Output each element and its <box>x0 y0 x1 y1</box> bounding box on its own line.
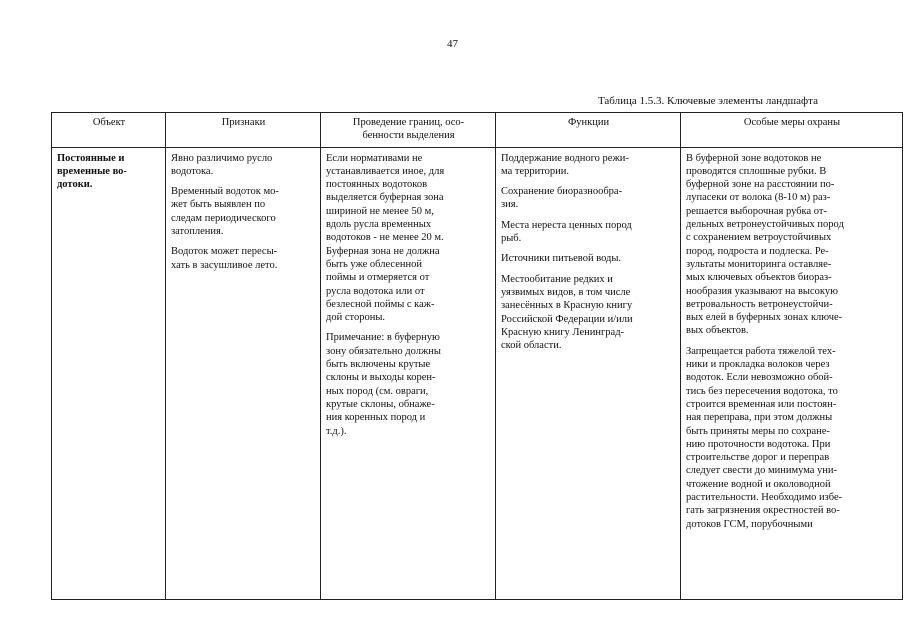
paragraph: В буферной зоне водотоков не проводятся сплошные рубки. В буферной зоне на расстоянии по- лупасеки от волока (8-10 м) раз- решается выборочная рубка от- дельных ветронеустойчивых пород с сохранением ветроустойчивых пород, подроста и подлеска. Ре- зультаты мониторинга оставляе- мых ключевых объектов биораз- нообразия указывают на высокую ветровальность ветронеустойчи- вых елей в буферных зонах ключе- вых объектов. <box>686 152 844 337</box>
table-header-row <box>52 113 903 148</box>
paragraph: Местообитание редких и уязвимых видов, в том числе занесённых в Красную книгу Российской Федерации и/или Красную книгу Ленинград- ской области. <box>501 273 633 352</box>
paragraph: Явно различимо русло водотока. <box>171 152 273 177</box>
key-elements-table <box>51 112 903 600</box>
paragraph: Сохранение биоразнообра- зия. <box>501 186 623 211</box>
object-name: Постоянные и временные во- дотоки. <box>57 152 127 191</box>
cell-protection <box>681 147 903 599</box>
paragraph: Места нереста ценных пород рыб. <box>501 219 632 245</box>
cell-features <box>166 147 321 599</box>
header-features: Признаки <box>166 113 321 148</box>
header-protection: Особые меры охраны <box>681 113 903 148</box>
cell-boundaries <box>321 147 496 599</box>
header-functions: Функции <box>496 113 681 148</box>
paragraph: Временный водоток мо- жет быть выявлен по следам периодического затопления. <box>171 186 279 238</box>
header-object: Объект <box>52 113 166 148</box>
paragraph: Поддержание водного режи- ма территории. <box>501 152 629 177</box>
page-number: 47 <box>447 38 458 50</box>
paragraph: Источники питьевой воды. <box>501 253 622 265</box>
paragraph: Примечание: в буферную зону обязательно должны быть включены крутые склоны и выходы корен- ных пород (см. овраги, крутые склоны, обнаже- ния коренных пород и т.д.). <box>326 332 441 437</box>
header-boundaries: Проведение границ, осо- бенности выделения <box>321 113 496 148</box>
paragraph: Если нормативами не устанавливается иное, для постоянных водотоков выделяется буферная зона шириной не менее 50 м, вдоль русла временных водотоков - не менее 20 м. Буферная зона не должна быть уже облесенной поймы и отмеряется от русла водотока или от безлесной поймы с каж- дой стороны. <box>326 152 445 324</box>
table-caption: Таблица 1.5.3. Ключевые элементы ландшафта <box>597 95 818 107</box>
paragraph: Запрещается работа тяжелой тех- ники и прокладка волоков через водоток. Если невозможно обой- тись без пересечения водотока, то строится временная или постоян- ная переправа, при этом должны быть приняты меры по сохране- нию проточности водотока. При строительстве дорог и переправ следует свести до минимума уни- чтожение водной и околоводной растительности. Необходимо избе- гать загрязнения окрестностей во- дотоков ГСМ, порубочными <box>686 345 843 530</box>
cell-object <box>52 147 166 599</box>
table-row <box>52 147 903 599</box>
cell-functions <box>496 147 681 599</box>
paragraph: Водоток может пересы- хать в засушливое лето. <box>171 246 278 271</box>
